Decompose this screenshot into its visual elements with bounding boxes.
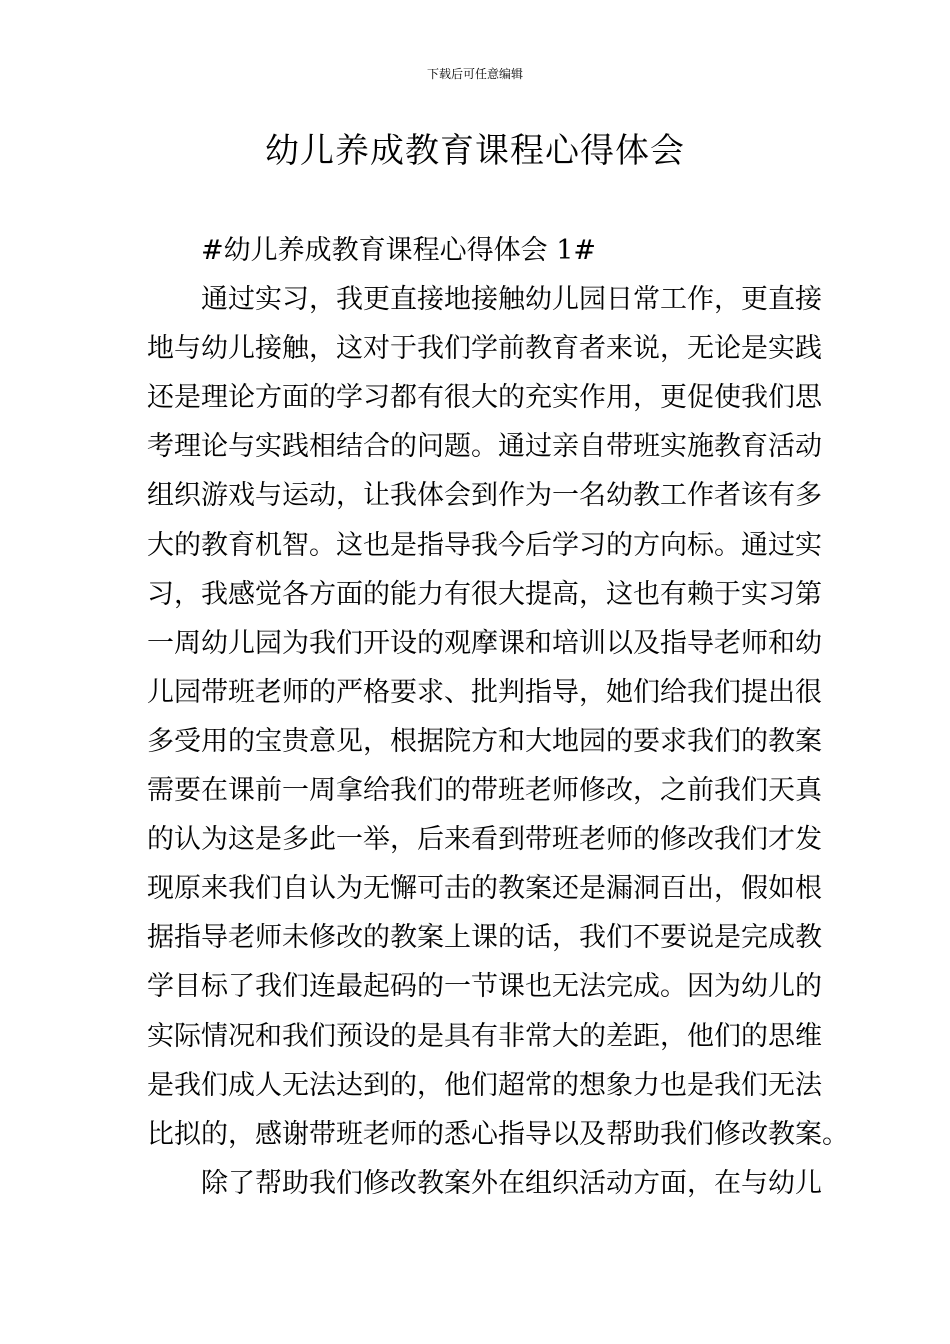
document-title: 幼儿养成教育课程心得体会 <box>265 131 685 171</box>
paragraph-line: 据指导老师未修改的教案上课的话，我们不要说是完成教 <box>147 922 822 954</box>
paragraph-2 <box>147 1159 822 1208</box>
paragraph-line: 实际情况和我们预设的是具有非常大的差距，他们的思维 <box>147 1020 822 1052</box>
header-note: 下载后可任意编辑 <box>426 67 523 81</box>
paragraph-line: 学目标了我们连最起码的一节课也无法完成。因为幼儿的 <box>147 971 822 1003</box>
paragraph-line: 除了帮助我们修改教案外在组织活动方面，在与幼儿 <box>201 1167 822 1199</box>
paragraph-line: 一周幼儿园为我们开设的观摩课和培训以及指导老师和幼 <box>147 627 822 659</box>
paragraph-1 <box>147 275 849 1159</box>
paragraph-line: 比拟的，感谢带班老师的悉心指导以及帮助我们修改教案。 <box>147 1118 849 1150</box>
paragraph-line: 习，我感觉各方面的能力有很大提高，这也有赖于实习第 <box>147 578 822 610</box>
paragraph-line: 多受用的宝贵意见，根据院方和大地园的要求我们的教案 <box>147 725 822 757</box>
paragraph-line: 需要在课前一周拿给我们的带班老师修改，之前我们天真 <box>147 775 822 807</box>
paragraph-line: 考理论与实践相结合的问题。通过亲自带班实施教育活动 <box>147 431 822 463</box>
paragraph-line: 地与幼儿接触，这对于我们学前教育者来说，无论是实践 <box>147 333 822 365</box>
paragraph-line: 现原来我们自认为无懈可击的教案还是漏洞百出，假如根 <box>147 873 822 905</box>
paragraph-line: 组织游戏与运动，让我体会到作为一名幼教工作者该有多 <box>147 480 822 512</box>
paragraph-line: 的认为这是多此一举，后来看到带班老师的修改我们才发 <box>147 824 822 856</box>
paragraph-line: 还是理论方面的学习都有很大的充实作用，更促使我们思 <box>147 382 822 414</box>
paragraph-line: 大的教育机智。这也是指导我今后学习的方向标。通过实 <box>147 529 822 561</box>
paragraph-line: 通过实习，我更直接地接触幼儿园日常工作，更直接 <box>201 284 822 316</box>
section-heading: #幼儿养成教育课程心得体会 1# <box>201 235 597 266</box>
paragraph-line: 儿园带班老师的严格要求、批判指导，她们给我们提出很 <box>147 676 822 708</box>
paragraph-line: 是我们成人无法达到的，他们超常的想象力也是我们无法 <box>147 1069 822 1101</box>
document-body <box>147 226 849 1208</box>
